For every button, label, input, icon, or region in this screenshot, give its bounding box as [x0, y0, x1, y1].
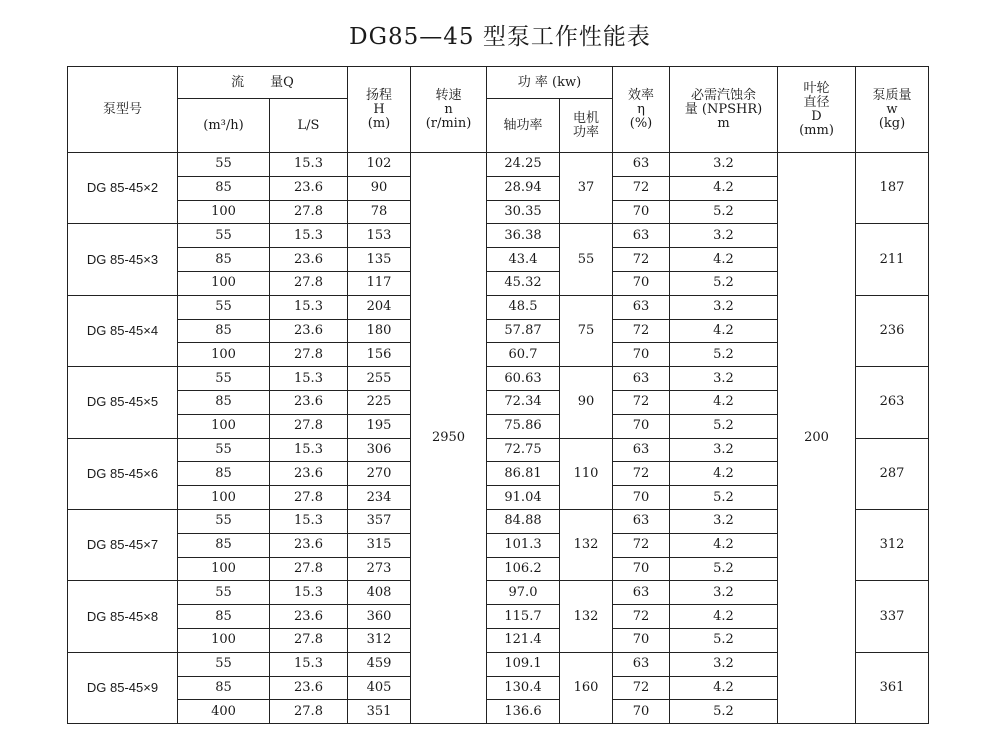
efficiency-cell: 63 — [613, 509, 670, 533]
head-cell: 315 — [348, 533, 411, 557]
efficiency-cell: 72 — [613, 248, 670, 272]
head-cell: 273 — [348, 557, 411, 581]
flow-m3h-cell: 55 — [178, 224, 270, 248]
shaft-power-cell: 48.5 — [487, 295, 560, 319]
flow-ls-cell: 23.6 — [270, 605, 348, 629]
npsh-cell: 3.2 — [670, 652, 778, 676]
flow-m3h-cell: 55 — [178, 581, 270, 605]
flow-ls-cell: 15.3 — [270, 224, 348, 248]
flow-m3h-cell: 85 — [178, 390, 270, 414]
flow-m3h-cell: 85 — [178, 605, 270, 629]
motor-power-cell: 132 — [560, 509, 613, 580]
impeller-cell: 200 — [778, 153, 856, 724]
shaft-power-cell: 57.87 — [487, 319, 560, 343]
shaft-power-cell: 36.38 — [487, 224, 560, 248]
flow-ls-cell: 23.6 — [270, 676, 348, 700]
efficiency-cell: 63 — [613, 652, 670, 676]
weight-cell: 263 — [856, 367, 929, 438]
efficiency-cell: 70 — [613, 271, 670, 295]
head-cell: 408 — [348, 581, 411, 605]
npsh-cell: 5.2 — [670, 628, 778, 652]
efficiency-cell: 72 — [613, 605, 670, 629]
flow-ls-cell: 27.8 — [270, 343, 348, 367]
npsh-cell: 5.2 — [670, 271, 778, 295]
model-cell: DG 85-45×9 — [68, 652, 178, 723]
flow-m3h-cell: 100 — [178, 486, 270, 510]
model-cell: DG 85-45×8 — [68, 581, 178, 652]
efficiency-cell: 72 — [613, 390, 670, 414]
efficiency-cell: 72 — [613, 533, 670, 557]
weight-cell: 287 — [856, 438, 929, 509]
flow-ls-cell: 27.8 — [270, 628, 348, 652]
npsh-cell: 4.2 — [670, 176, 778, 200]
efficiency-cell: 63 — [613, 295, 670, 319]
header-npsh: 必需汽蚀余 量 (NPSHR) m — [670, 67, 778, 153]
flow-m3h-cell: 85 — [178, 462, 270, 486]
flow-ls-cell: 23.6 — [270, 533, 348, 557]
flow-m3h-cell: 85 — [178, 676, 270, 700]
efficiency-cell: 70 — [613, 700, 670, 724]
header-efficiency: 效率 η (%) — [613, 67, 670, 153]
npsh-cell: 5.2 — [670, 414, 778, 438]
header-flow-m3h: (m³/h) — [178, 99, 270, 153]
head-cell: 102 — [348, 153, 411, 177]
flow-m3h-cell: 100 — [178, 628, 270, 652]
flow-m3h-cell: 55 — [178, 438, 270, 462]
flow-m3h-cell: 55 — [178, 295, 270, 319]
flow-ls-cell: 27.8 — [270, 486, 348, 510]
shaft-power-cell: 60.63 — [487, 367, 560, 391]
weight-cell: 236 — [856, 295, 929, 366]
shaft-power-cell: 86.81 — [487, 462, 560, 486]
head-cell: 255 — [348, 367, 411, 391]
model-cell: DG 85-45×4 — [68, 295, 178, 366]
weight-cell: 361 — [856, 652, 929, 723]
head-cell: 78 — [348, 200, 411, 224]
npsh-cell: 5.2 — [670, 343, 778, 367]
efficiency-cell: 63 — [613, 367, 670, 391]
flow-m3h-cell: 85 — [178, 533, 270, 557]
page-title: DG85—45 型泵工作性能表 — [349, 24, 651, 50]
motor-power-cell: 110 — [560, 438, 613, 509]
flow-ls-cell: 27.8 — [270, 271, 348, 295]
shaft-power-cell: 136.6 — [487, 700, 560, 724]
head-cell: 90 — [348, 176, 411, 200]
motor-power-cell: 132 — [560, 581, 613, 652]
flow-m3h-cell: 100 — [178, 343, 270, 367]
flow-ls-cell: 23.6 — [270, 390, 348, 414]
shaft-power-cell: 24.25 — [487, 153, 560, 177]
shaft-power-cell: 97.0 — [487, 581, 560, 605]
flow-ls-cell: 15.3 — [270, 652, 348, 676]
head-cell: 351 — [348, 700, 411, 724]
header-speed: 转速 n (r/min) — [411, 67, 487, 153]
weight-cell: 187 — [856, 153, 929, 224]
head-cell: 195 — [348, 414, 411, 438]
head-cell: 135 — [348, 248, 411, 272]
efficiency-cell: 72 — [613, 462, 670, 486]
efficiency-cell: 72 — [613, 676, 670, 700]
table-row — [68, 153, 929, 177]
header-head: 扬程 H (m) — [348, 67, 411, 153]
shaft-power-cell: 109.1 — [487, 652, 560, 676]
flow-m3h-cell: 100 — [178, 271, 270, 295]
flow-ls-cell: 15.3 — [270, 581, 348, 605]
npsh-cell: 3.2 — [670, 295, 778, 319]
npsh-cell: 4.2 — [670, 248, 778, 272]
model-cell: DG 85-45×7 — [68, 509, 178, 580]
shaft-power-cell: 30.35 — [487, 200, 560, 224]
flow-m3h-cell: 100 — [178, 200, 270, 224]
npsh-cell: 4.2 — [670, 676, 778, 700]
flow-m3h-cell: 55 — [178, 153, 270, 177]
shaft-power-cell: 91.04 — [487, 486, 560, 510]
efficiency-cell: 63 — [613, 438, 670, 462]
efficiency-cell: 70 — [613, 200, 670, 224]
head-cell: 306 — [348, 438, 411, 462]
shaft-power-cell: 101.3 — [487, 533, 560, 557]
flow-ls-cell: 15.3 — [270, 295, 348, 319]
flow-m3h-cell: 85 — [178, 176, 270, 200]
weight-cell: 312 — [856, 509, 929, 580]
flow-m3h-cell: 85 — [178, 248, 270, 272]
head-cell: 459 — [348, 652, 411, 676]
flow-ls-cell: 23.6 — [270, 248, 348, 272]
flow-ls-cell: 15.3 — [270, 367, 348, 391]
flow-ls-cell: 27.8 — [270, 557, 348, 581]
flow-ls-cell: 27.8 — [270, 700, 348, 724]
head-cell: 357 — [348, 509, 411, 533]
efficiency-cell: 70 — [613, 414, 670, 438]
efficiency-cell: 70 — [613, 557, 670, 581]
header-weight: 泵质量 w (kg) — [856, 67, 929, 153]
efficiency-cell: 70 — [613, 486, 670, 510]
flow-ls-cell: 15.3 — [270, 153, 348, 177]
head-cell: 156 — [348, 343, 411, 367]
efficiency-cell: 70 — [613, 628, 670, 652]
flow-m3h-cell: 85 — [178, 319, 270, 343]
header-model: 泵型号 — [68, 67, 178, 153]
flow-ls-cell: 23.6 — [270, 176, 348, 200]
head-cell: 270 — [348, 462, 411, 486]
head-cell: 225 — [348, 390, 411, 414]
head-cell: 180 — [348, 319, 411, 343]
flow-m3h-cell: 400 — [178, 700, 270, 724]
npsh-cell: 5.2 — [670, 486, 778, 510]
shaft-power-cell: 84.88 — [487, 509, 560, 533]
motor-power-cell: 37 — [560, 153, 613, 224]
npsh-cell: 5.2 — [670, 200, 778, 224]
efficiency-cell: 72 — [613, 319, 670, 343]
npsh-cell: 5.2 — [670, 557, 778, 581]
header-motor-power: 电机 功率 — [560, 99, 613, 153]
speed-cell: 2950 — [411, 153, 487, 724]
shaft-power-cell: 106.2 — [487, 557, 560, 581]
flow-m3h-cell: 55 — [178, 509, 270, 533]
flow-ls-cell: 27.8 — [270, 414, 348, 438]
head-cell: 360 — [348, 605, 411, 629]
shaft-power-cell: 45.32 — [487, 271, 560, 295]
head-cell: 204 — [348, 295, 411, 319]
npsh-cell: 4.2 — [670, 319, 778, 343]
table-body — [68, 153, 929, 724]
motor-power-cell: 160 — [560, 652, 613, 723]
motor-power-cell: 55 — [560, 224, 613, 295]
head-cell: 153 — [348, 224, 411, 248]
flow-m3h-cell: 55 — [178, 652, 270, 676]
npsh-cell: 3.2 — [670, 153, 778, 177]
motor-power-cell: 75 — [560, 295, 613, 366]
npsh-cell: 4.2 — [670, 462, 778, 486]
header-flow-ls: L/S — [270, 99, 348, 153]
flow-m3h-cell: 55 — [178, 367, 270, 391]
performance-table — [67, 66, 929, 724]
model-cell: DG 85-45×2 — [68, 153, 178, 224]
head-cell: 312 — [348, 628, 411, 652]
efficiency-cell: 63 — [613, 153, 670, 177]
efficiency-cell: 72 — [613, 176, 670, 200]
header-power: 功 率 (kw) — [487, 67, 613, 99]
npsh-cell: 3.2 — [670, 509, 778, 533]
shaft-power-cell: 115.7 — [487, 605, 560, 629]
npsh-cell: 4.2 — [670, 390, 778, 414]
head-cell: 117 — [348, 271, 411, 295]
npsh-cell: 4.2 — [670, 605, 778, 629]
shaft-power-cell: 72.75 — [487, 438, 560, 462]
flow-m3h-cell: 100 — [178, 557, 270, 581]
flow-ls-cell: 23.6 — [270, 462, 348, 486]
flow-ls-cell: 23.6 — [270, 319, 348, 343]
header-impeller: 叶轮 直径 D (mm) — [778, 67, 856, 153]
flow-ls-cell: 15.3 — [270, 438, 348, 462]
npsh-cell: 4.2 — [670, 533, 778, 557]
shaft-power-cell: 28.94 — [487, 176, 560, 200]
shaft-power-cell: 72.34 — [487, 390, 560, 414]
npsh-cell: 5.2 — [670, 700, 778, 724]
header-flow: 流 量Q — [178, 67, 348, 99]
head-cell: 405 — [348, 676, 411, 700]
model-cell: DG 85-45×6 — [68, 438, 178, 509]
motor-power-cell: 90 — [560, 367, 613, 438]
flow-m3h-cell: 100 — [178, 414, 270, 438]
efficiency-cell: 63 — [613, 224, 670, 248]
efficiency-cell: 63 — [613, 581, 670, 605]
shaft-power-cell: 75.86 — [487, 414, 560, 438]
shaft-power-cell: 43.4 — [487, 248, 560, 272]
npsh-cell: 3.2 — [670, 438, 778, 462]
flow-ls-cell: 27.8 — [270, 200, 348, 224]
efficiency-cell: 70 — [613, 343, 670, 367]
model-cell: DG 85-45×3 — [68, 224, 178, 295]
weight-cell: 337 — [856, 581, 929, 652]
shaft-power-cell: 130.4 — [487, 676, 560, 700]
head-cell: 234 — [348, 486, 411, 510]
npsh-cell: 3.2 — [670, 367, 778, 391]
flow-ls-cell: 15.3 — [270, 509, 348, 533]
header-shaft-power: 轴功率 — [487, 99, 560, 153]
npsh-cell: 3.2 — [670, 224, 778, 248]
shaft-power-cell: 60.7 — [487, 343, 560, 367]
shaft-power-cell: 121.4 — [487, 628, 560, 652]
weight-cell: 211 — [856, 224, 929, 295]
model-cell: DG 85-45×5 — [68, 367, 178, 438]
npsh-cell: 3.2 — [670, 581, 778, 605]
